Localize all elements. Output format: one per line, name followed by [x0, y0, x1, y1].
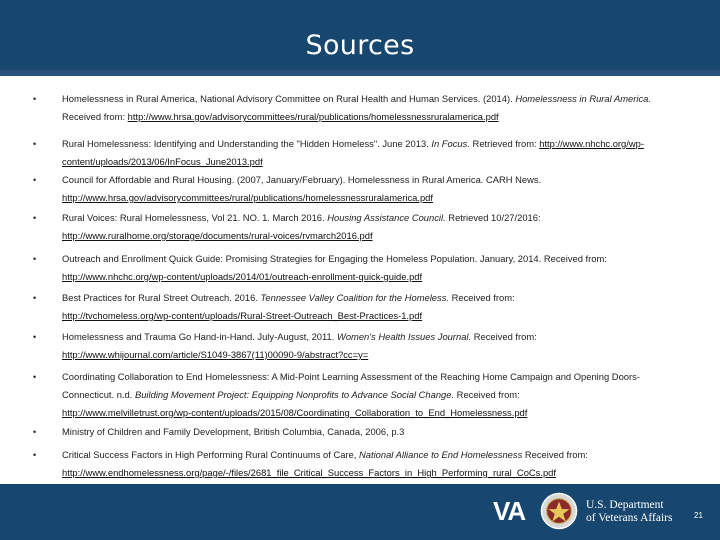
source-link[interactable]: http://www.nhchc.org/wp-content/uploads/2014/01/outreach-enrollment-quick-guide.pdf — [62, 271, 423, 282]
source-text: Rural Voices: Rural Homelessness, Vol 21. NO. 1. March 2016. Housing Assistance Council. Retrieved 10/27/2016: http://www.ruralhome.org/storage/documents/rural-voices/rvmarch2016.pdf — [62, 212, 541, 241]
department-name: U.S. Department of Veterans Affairs — [586, 499, 673, 524]
source-link[interactable]: http://www.endhomelessness.org/page/-/files/2681_file_Critical_Success_Factors_in_High_Performing_rural_CoCs.pdf — [62, 467, 556, 478]
source-text: Homelessness and Trauma Go Hand-in-Hand. July-August, 2011. Women's Health Issues Journal. Received from: http://www.whijournal.com/article/S1049-3867(11)00090-9/abstract?cc=y= — [62, 331, 537, 360]
bullet-icon: • — [33, 254, 37, 264]
source-link[interactable]: http://www.nhchc.org/wp-content/uploads/2013/06/InFocus_June2013.pdf — [62, 138, 644, 167]
page-number: 21 — [694, 511, 703, 520]
source-link[interactable]: http://www.hrsa.gov/advisorycommittees/rural/publications/homelessnessruralamerica.pdf — [127, 111, 499, 122]
va-logo: VA — [493, 496, 526, 526]
bullet-icon: • — [33, 139, 37, 149]
bullet-icon: • — [33, 213, 37, 223]
banner-rule — [0, 70, 720, 76]
source-text: Critical Success Factors in High Performing Rural Continuums of Care, National Alliance to End Homelessness Received from: http://www.endhomelessness.org/page/-/files/2681_file_Critical_Success_Factors_in_High_Performing_rural_CoCs.pdf — [62, 449, 588, 478]
source-text: Outreach and Enrollment Quick Guide: Promising Strategies for Engaging the Homeless Population. January, 2014. Received from: http://www.nhchc.org/wp-content/uploads/2014/01/outreach-enrollment-quick-guide.pdf — [62, 253, 607, 282]
bullet-icon: • — [33, 293, 37, 303]
source-link[interactable]: http://www.melvilletrust.org/wp-content/uploads/2015/08/Coordinating_Collaboration_to_End_Homelessness.pdf — [62, 407, 528, 418]
source-text: Homelessness in Rural America, National Advisory Committee on Rural Health and Human Services. (2014). Homelessness in Rural America. Received from: http://www.hrsa.gov/advisorycommittees/rural/publications/homelessnessruralamerica.pdf — [62, 93, 651, 122]
bullet-icon: • — [33, 427, 37, 437]
source-link[interactable]: http://www.hrsa.gov/advisorycommittees/rural/publications/homelessnessruralamerica.pdf — [62, 192, 433, 203]
bullet-icon: • — [33, 332, 37, 342]
page-title: Sources — [305, 30, 415, 61]
bullet-icon: • — [33, 450, 37, 460]
source-text: Council for Affordable and Rural Housing. (2007, January/February). Homelessness in Rural America. CARH News. http://www.hrsa.gov/advisorycommittees/rural/publications/homelessnessruralamerica.pdf — [62, 174, 542, 203]
title-banner — [0, 0, 720, 76]
bullet-icon: • — [33, 372, 37, 382]
source-text: Coordinating Collaboration to End Homelessness: A Mid-Point Learning Assessment of the Reaching Home Campaign and Opening Doors- Connecticut. n.d. Building Movement Project: Equipping Nonprofits to Advance Social Change. Received from: http://www.melvilletrust.org/wp-content/uploads/2015/08/Coordinating_Collaboration_to_End_Homelessness.pdf — [62, 371, 640, 418]
source-link[interactable]: http://tvchomeless.org/wp-content/uploads/Rural-Street-Outreach_Best-Practices-1.pdf — [62, 310, 423, 321]
source-text: Rural Homelessness: Identifying and Understanding the "Hidden Homeless". June 2013. In Focus. Retrieved from: http://www.nhchc.org/wp-content/uploads/2013/06/InFocus_June2013.pdf — [62, 138, 644, 167]
va-seal-icon — [540, 492, 578, 530]
source-text: Best Practices for Rural Street Outreach. 2016. Tennessee Valley Coalition for the Homeless. Received from: http://tvchomeless.org/wp-content/uploads/Rural-Street-Outreach_Best-Practices-1.pdf — [62, 292, 515, 321]
source-link[interactable]: http://www.ruralhome.org/storage/documents/rural-voices/rvmarch2016.pdf — [62, 230, 373, 241]
source-text: Ministry of Children and Family Development, British Columbia, Canada, 2006, p.3 — [62, 426, 405, 437]
bullet-icon: • — [33, 175, 37, 185]
source-link[interactable]: http://www.whijournal.com/article/S1049-3867(11)00090-9/abstract?cc=y= — [62, 349, 369, 360]
bullet-icon: • — [33, 94, 37, 104]
